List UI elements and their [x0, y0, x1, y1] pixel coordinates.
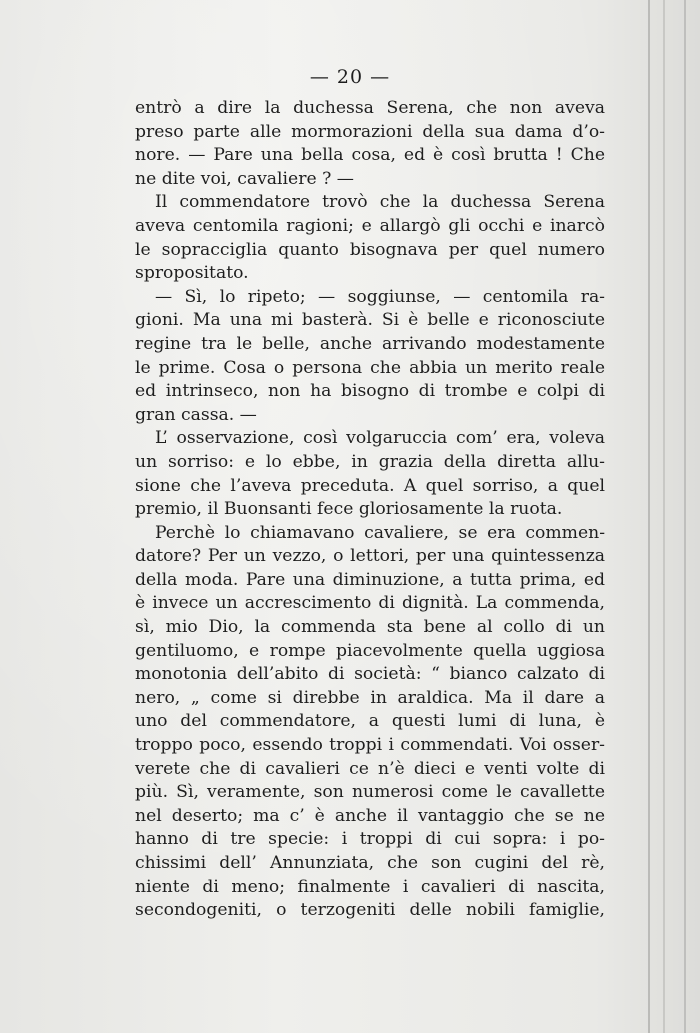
- text-line: più. Sì, veramente, son numerosi come le cavallette: [135, 782, 605, 803]
- text-line: premio, il Buonsanti fece gloriosamente la ruota.: [135, 499, 563, 520]
- text-line: secondogeniti, o terzogeniti delle nobili famiglie,: [135, 900, 605, 921]
- page-edge-line: [648, 0, 650, 1033]
- text-line: nel deserto; ma c’ è anche il vantaggio che se ne: [135, 805, 605, 826]
- text-line: nore. — Pare una bella cosa, ed è così brutta ! Che: [135, 145, 605, 166]
- page-number: — 20 —: [309, 66, 391, 88]
- text-line: verete che di cavalieri ce n’è dieci e venti volte di: [135, 758, 605, 779]
- text-line: nero, „ come si direbbe in araldica. Ma il dare a: [135, 687, 605, 708]
- text-line: regine tra le belle, anche arrivando modestamente: [135, 333, 605, 354]
- text-line: ed intrinseco, non ha bisogno di trombe e colpi di: [135, 381, 605, 402]
- text-line: sì, mio Dio, la commenda sta bene al collo di un: [135, 617, 605, 638]
- text-line: datore? Per un vezzo, o lettori, per una quintessenza: [135, 546, 605, 567]
- page-edge-line: [663, 0, 665, 1033]
- text-line: le sopracciglia quanto bisognava per quel numero: [135, 239, 605, 260]
- text-line: gentiluomo, e rompe piacevolmente quella uggiosa: [135, 640, 605, 661]
- text-line: aveva centomila ragioni; e allargò gli occhi e inarcò: [135, 215, 605, 236]
- text-line: chissimi dell’ Annunziata, che son cugini del rè,: [135, 853, 605, 873]
- text-line: Perchè lo chiamavano cavaliere, se era commen-: [155, 522, 605, 543]
- text-line: gran cassa. —: [135, 404, 257, 425]
- text-line: L’ osservazione, così volgaruccia com’ era, voleva: [155, 428, 605, 449]
- text-line: le prime. Cosa o persona che abbia un merito reale: [135, 357, 605, 378]
- text-line: della moda. Pare una diminuzione, a tutta prima, ed: [135, 569, 605, 590]
- text-line: niente di meno; finalmente i cavalieri di nascita,: [135, 876, 605, 897]
- text-line: entrò a dire la duchessa Serena, che non aveva: [135, 98, 605, 118]
- page-edge-line: [684, 0, 686, 1033]
- text-line: preso parte alle mormorazioni della sua dama d’o-: [135, 121, 605, 142]
- text-line: è invece un accrescimento di dignità. La commenda,: [135, 593, 605, 614]
- text-line: uno del commendatore, a questi lumi di luna, è: [135, 711, 605, 732]
- text-line: troppo poco, essendo troppi i commendati. Voi osser-: [135, 735, 605, 756]
- text-line: un sorriso: e lo ebbe, in grazia della diretta allu-: [135, 451, 605, 472]
- body-text: [135, 97, 605, 923]
- text-line: spropositato.: [135, 263, 249, 284]
- text-line: monotonia dell’abito di società: “ bianco calzato di: [135, 664, 605, 685]
- text-line: sione che l’aveva preceduta. A quel sorriso, a quel: [135, 475, 605, 496]
- text-line: hanno di tre specie: i troppi di cui sopra: i po-: [135, 829, 605, 850]
- text-line: gioni. Ma una mi basterà. Si è belle e riconosciute: [135, 310, 605, 331]
- text-line: — Sì, lo ripeto; — soggiunse, — centomila ra-: [155, 286, 605, 307]
- text-line: Il commendatore trovò che la duchessa Serena: [155, 192, 605, 213]
- text-line: ne dite voi, cavaliere ? —: [135, 168, 354, 189]
